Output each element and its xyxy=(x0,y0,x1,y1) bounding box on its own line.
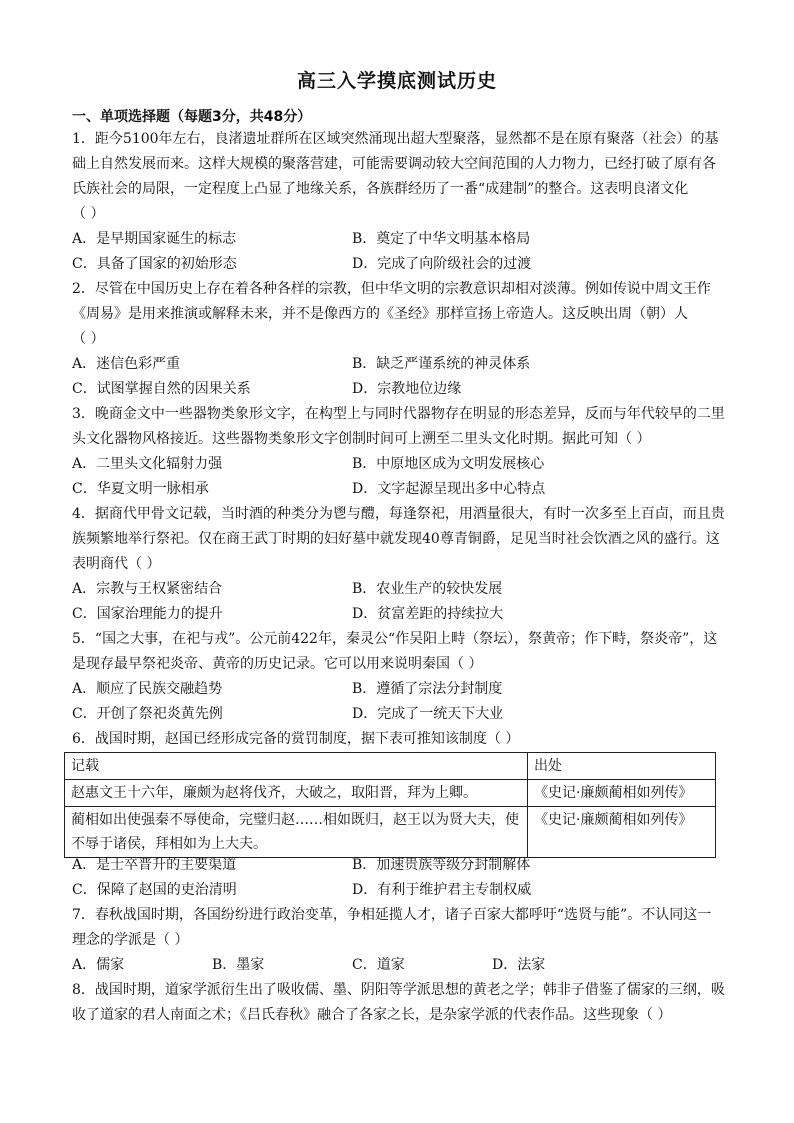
table-cell-record xyxy=(65,780,528,807)
question-5-stem xyxy=(72,627,724,677)
question-5-options xyxy=(72,677,724,727)
table-cell-record xyxy=(65,807,528,858)
question-1-stem xyxy=(72,127,724,227)
table-header-record: 记载 xyxy=(65,753,528,780)
question-3-stem xyxy=(72,402,724,452)
option-c[interactable]: C．试图掌握自然的因果关系 xyxy=(72,381,251,397)
question-7-stem xyxy=(72,903,724,953)
option-b[interactable]: B．遵循了宗法分封制度 xyxy=(352,681,503,697)
table-header-source: 出处 xyxy=(528,753,716,780)
option-b[interactable]: B．农业生产的较快发展 xyxy=(352,581,503,597)
cell-line: 蔺相如出使强秦不辱使命，完璧归赵……相如既归，赵王以为贤大夫，使 xyxy=(71,812,519,828)
question-2-stem xyxy=(72,277,724,352)
option-b[interactable]: B．墨家 xyxy=(212,957,265,973)
cell-line: 不辱于诸侯，拜相如为上大夫。 xyxy=(71,836,267,852)
option-d[interactable]: D．法家 xyxy=(492,957,546,973)
option-a[interactable]: A．是早期国家诞生的标志 xyxy=(72,231,237,247)
option-d[interactable]: D．贫富差距的持续拉大 xyxy=(352,606,504,622)
table-cell-source: 《史记·廉颇蔺相如列传》 xyxy=(528,780,716,807)
option-c[interactable]: C．具备了国家的初始形态 xyxy=(72,256,237,272)
question-8-stem xyxy=(72,978,724,1028)
question-line: 3．晚商金文中一些器物类象形文字，在构型上与同时代器物存在明显的形态差异，反而与年代较早的二里 xyxy=(72,406,725,422)
question-7-options xyxy=(72,953,724,978)
option-b[interactable]: B．加速贵族等级分封制解体 xyxy=(352,857,531,873)
question-line: 8．战国时期，道家学派衍生出了吸收儒、墨、阴阳等学派思想的黄老之学；韩非子借鉴了儒家的三纲，吸 xyxy=(72,982,725,998)
question-4-options xyxy=(72,577,724,627)
option-a[interactable]: A．顺应了民族交融趋势 xyxy=(72,681,223,697)
option-d[interactable]: D．有利于维护君主专制权威 xyxy=(352,882,532,898)
option-c[interactable]: C．华夏文明一脉相承 xyxy=(72,481,209,497)
page-title: 高三入学摸底测试历史 xyxy=(296,70,497,92)
option-b[interactable]: B．缺乏严谨系统的神灵体系 xyxy=(352,356,531,372)
question-line: 6．战国时期，赵国已经形成完备的赏罚制度，据下表可推知该制度（ ） xyxy=(72,731,520,747)
question-line: （ ） xyxy=(72,331,105,347)
option-d[interactable]: D．宗教地位边缘 xyxy=(352,381,462,397)
question-line: 是现存最早祭祀炎帝、黄帝的历史记录。它可以用来说明秦国（ ） xyxy=(72,656,483,672)
question-line: 收了道家的君人南面之术；《吕氏春秋》融合了各家之长，是杂家学派的代表作品。这些现象（ ） xyxy=(72,1007,672,1023)
option-c[interactable]: C．国家治理能力的提升 xyxy=(72,606,223,622)
option-c[interactable]: C．开创了祭祀炎黄先例 xyxy=(72,706,223,722)
question-line: 理念的学派是（ ） xyxy=(72,932,189,948)
table-row xyxy=(65,807,716,858)
question-line: 族频繁地举行祭祀。仅在商王武丁时期的妇好墓中就发现40尊青铜爵，足见当时社会饮酒之风的盛行。这 xyxy=(72,531,720,547)
question-line: 1．距今5100年左右，良渚遗址群所在区域突然涌现出超大型聚落，显然都不是在原有聚落（社会）的基 xyxy=(72,131,719,147)
question-2-options xyxy=(72,352,724,402)
option-a[interactable]: A．二里头文化辐射力强 xyxy=(72,456,223,472)
option-c[interactable]: C．保障了赵国的吏治清明 xyxy=(72,882,237,898)
option-a[interactable]: A．儒家 xyxy=(72,957,125,973)
question-line: 表明商代（ ） xyxy=(72,556,161,572)
table-row xyxy=(65,780,716,807)
option-a[interactable]: A．迷信色彩严重 xyxy=(72,356,181,372)
question-line: 头文化器物风格接近。这些器物类象形文字创制时间可上溯至二里头文化时期。据此可知（ ） xyxy=(72,431,651,447)
section-heading: 一、单项选择题（每题3分，共48分） xyxy=(72,109,312,125)
option-a[interactable]: A．是士卒晋升的主要渠道 xyxy=(72,857,237,873)
question-line: 7．春秋战国时期，各国纷纷进行政治变革，争相延揽人才，诸子百家大都呼吁“选贤与能”。不认同这一 xyxy=(72,907,712,923)
question-line: 2．尽管在中国历史上存在着各种各样的宗教，但中华文明的宗教意识却相对淡薄。例如传说中周文王作 xyxy=(72,281,711,297)
cell-line: 赵惠文王十六年，廉颇为赵将伐齐，大破之，取阳晋，拜为上卿。 xyxy=(71,785,477,801)
question-line: 《周易》是用来推演或解释未来，并不是像西方的《圣经》那样宣扬上帝造人。这反映出周（朝）人 xyxy=(72,306,688,322)
question-6-stem xyxy=(72,727,724,752)
question-line: 氏族社会的局限，一定程度上凸显了地缘关系，各族群经历了一番“成建制”的整合。这表明良渚文化 xyxy=(72,181,689,197)
table-header-row xyxy=(65,753,716,780)
question-line: 5．“国之大事，在祀与戎”。公元前422年，秦灵公“作吴阳上畤（祭坛），祭黄帝；作下畤，祭炎帝”，这 xyxy=(72,631,718,647)
option-d[interactable]: D．完成了向阶级社会的过渡 xyxy=(352,256,532,272)
question-line: （ ） xyxy=(72,206,105,222)
question-6-options xyxy=(72,853,724,903)
option-b[interactable]: B．奠定了中华文明基本格局 xyxy=(352,231,531,247)
question-line: 4．据商代甲骨文记载，当时酒的种类分为鬯与醴，每逢祭祀，用酒量很大，有时一次多至上百卣，而且贵 xyxy=(72,506,725,522)
question-3-options xyxy=(72,452,724,502)
option-c[interactable]: C．道家 xyxy=(352,957,405,973)
option-d[interactable]: D．文字起源呈现出多中心特点 xyxy=(352,481,546,497)
table-cell-source: 《史记·廉颇蔺相如列传》 xyxy=(528,807,716,858)
source-table xyxy=(64,752,716,858)
option-a[interactable]: A．宗教与王权紧密结合 xyxy=(72,581,223,597)
option-b[interactable]: B．中原地区成为文明发展核心 xyxy=(352,456,545,472)
question-line: 础上自然发展而来。这样大规模的聚落营建，可能需要调动较大空间范围的人力物力，已经打破了原有各 xyxy=(72,156,716,172)
question-4-stem xyxy=(72,502,724,577)
option-d[interactable]: D．完成了一统天下大业 xyxy=(352,706,504,722)
question-1-options xyxy=(72,227,724,277)
